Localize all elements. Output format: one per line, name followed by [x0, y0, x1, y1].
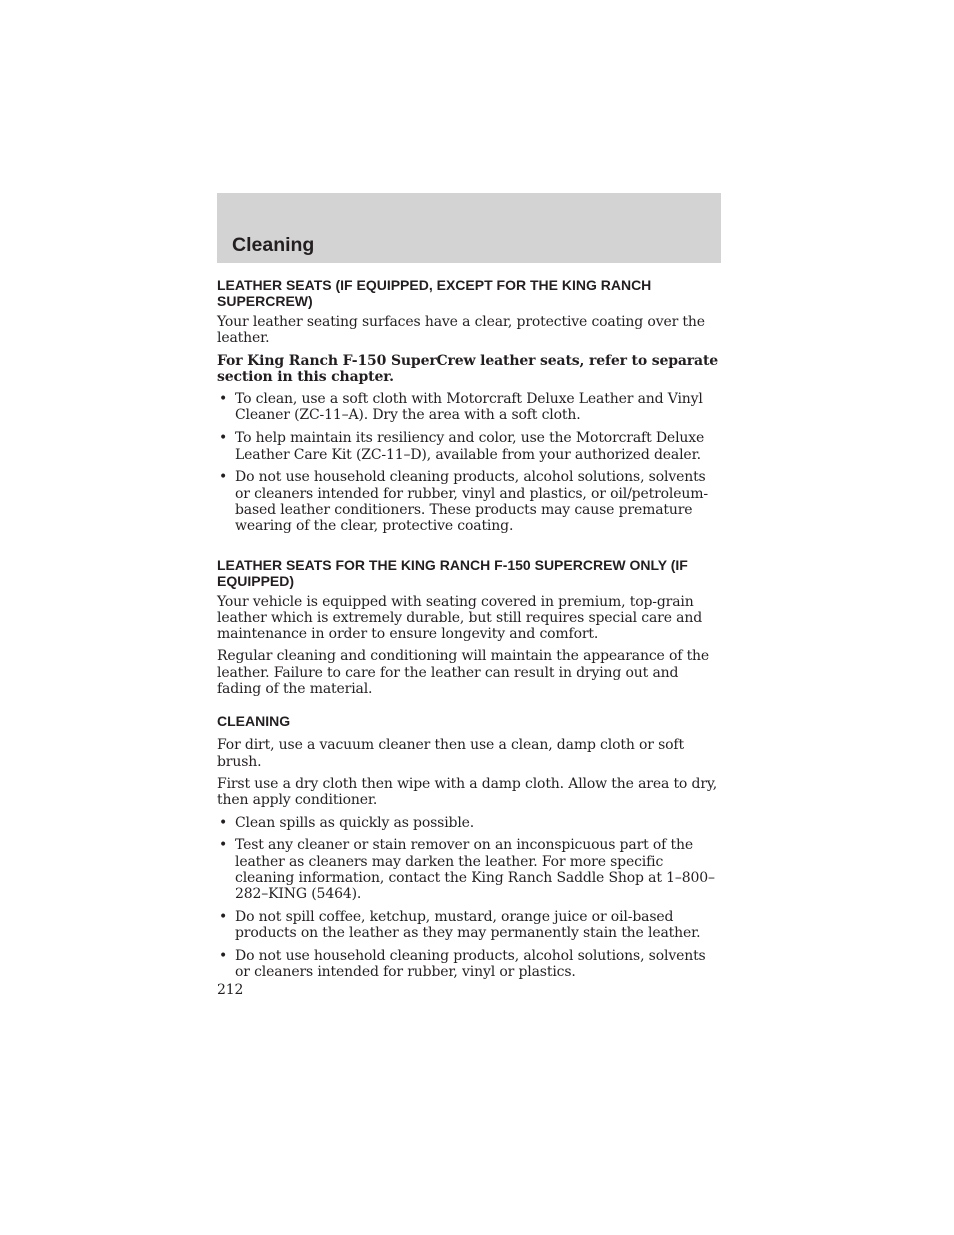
list-item — [217, 948, 721, 981]
section-heading: CLEANING — [217, 713, 291, 730]
paragraph: Your vehicle is equipped with seating covered in premium, top-grain leather which is extremely durable, but still requires special care and maintenance in order to ensure longevity and comfort. — [217, 593, 703, 643]
bullet-icon: • — [219, 391, 228, 408]
bullet-icon: • — [219, 430, 228, 447]
list-item-text: To clean, use a soft cloth with Motorcraft Deluxe Leather and Vinyl Cleaner (ZC-11–A). Dry the area with a soft cloth. — [235, 391, 703, 424]
list-item-text: Do not spill coffee, ketchup, mustard, orange juice or oil-based products on the leather as they may permanently stain the leather. — [235, 909, 701, 942]
bullet-list — [217, 391, 721, 534]
bullet-icon: • — [219, 469, 228, 486]
section-heading: LEATHER SEATS (IF EQUIPPED, EXCEPT FOR THE KING RANCH SUPERCREW) — [217, 277, 652, 309]
section-leather-seats — [217, 277, 721, 535]
bullet-list — [217, 815, 721, 981]
list-item-text: To help maintain its resiliency and color, use the Motorcraft Deluxe Leather Care Kit (ZC-11–D), available from your authorized dealer. — [235, 430, 705, 463]
list-item — [217, 391, 721, 424]
list-item — [217, 469, 721, 534]
chapter-title: Cleaning — [232, 234, 315, 256]
list-item-text: Do not use household cleaning products, alcohol solutions, solvents or cleaners intended for rubber, vinyl or plastics. — [235, 948, 706, 981]
page-content — [217, 277, 721, 987]
list-item-text: Test any cleaner or stain remover on an inconspicuous part of the leather as cleaners may darken the leather. For more specific cleaning information, contact the King Ranch Saddle Shop at 1–800–282–KING (5464). — [235, 837, 715, 903]
list-item — [217, 837, 721, 902]
paragraph: Regular cleaning and conditioning will maintain the appearance of the leather. Failure to care for the leather can result in drying out and fading of the material. — [217, 648, 710, 698]
chapter-header-band — [217, 193, 721, 263]
bullet-icon: • — [219, 837, 228, 854]
section-heading: LEATHER SEATS FOR THE KING RANCH F-150 SUPERCREW ONLY (IF EQUIPPED) — [217, 556, 688, 589]
paragraph: First use a dry cloth then wipe with a damp cloth. Allow the area to dry, then apply conditioner. — [217, 775, 718, 809]
king-ranch-note: For King Ranch F-150 SuperCrew leather seats, refer to separate section in this chapter. — [217, 352, 719, 385]
page-number: 212 — [217, 982, 244, 998]
paragraph: Your leather seating surfaces have a clear, protective coating over the leather. — [217, 314, 705, 347]
bullet-icon: • — [219, 909, 228, 926]
paragraph: For dirt, use a vacuum cleaner then use a clean, damp cloth or soft brush. — [217, 737, 684, 770]
list-item — [217, 815, 721, 831]
list-item — [217, 430, 721, 463]
list-item — [217, 909, 721, 942]
bullet-icon: • — [219, 948, 228, 965]
list-item-text: Clean spills as quickly as possible. — [235, 814, 475, 831]
section-cleaning — [217, 713, 721, 980]
section-king-ranch-leather — [217, 557, 721, 698]
bullet-icon: • — [219, 814, 228, 831]
list-item-text: Do not use household cleaning products, alcohol solutions, solvents or cleaners intended for rubber, vinyl and plastics, or oil/petroleum-based leather conditioners. These products may cause premature wearing of the clear, protective coating. — [235, 469, 708, 535]
